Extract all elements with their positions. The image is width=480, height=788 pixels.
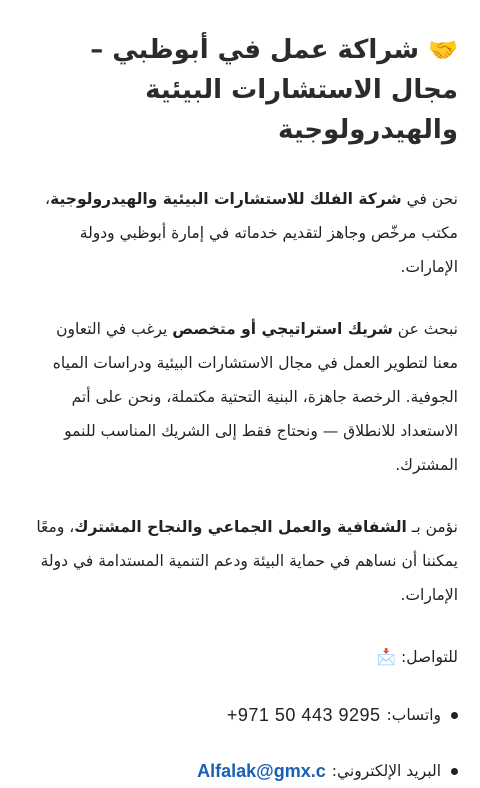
contact-item-whatsapp (30, 698, 458, 732)
company-name: شركة الفلك للاستشارات البيئية والهيدرولوجية (50, 190, 402, 208)
contact-list (30, 698, 458, 788)
values-text-start: نؤمن بـ (406, 518, 458, 536)
email-label: البريد الإلكتروني: (331, 762, 441, 780)
post-title (30, 30, 458, 150)
intro-text-end: ، مكتب مرخّص وجاهز لتقديم خدماته في إمارة أبوظبي ودولة الإمارات. (45, 190, 458, 276)
envelope-icon: 📩 (376, 648, 397, 666)
bullet-icon (451, 712, 458, 719)
post-title-text: شراكة عمل في أبوظبي – مجال الاستشارات البيئية والهيدرولوجية (90, 35, 458, 145)
whatsapp-number[interactable]: +971 50 443 9295 (226, 705, 381, 725)
values-text-end: ، ومعًا يمكننا أن نساهم في حماية البيئة ودعم التنمية المستدامة في دولة الإمارات. (36, 518, 458, 604)
partner-paragraph (30, 312, 458, 482)
partner-type: شريك استراتيجي أو متخصص (172, 320, 393, 338)
intro-text-start: نحن في (401, 190, 458, 208)
partner-text-end: يرغب في التعاون معنا لتطوير العمل في مجال الاستشارات البيئية ودراسات المياه الجوفية. الرخصة جاهزة، البنية التحتية مكتملة، ونحن على أتم الاستعداد للانطلاق — ونحتاج فقط إلى الشريك المناسب للنمو المشترك. (52, 320, 458, 474)
values-paragraph (30, 510, 458, 612)
handshake-icon: 🤝 (428, 36, 458, 64)
values-highlight: الشفافية والعمل الجماعي والنجاح المشترك (74, 518, 407, 536)
contact-item-email (30, 754, 458, 788)
contact-label: للتواصل: (401, 648, 458, 666)
contact-heading (30, 640, 458, 674)
bullet-icon (451, 768, 458, 775)
intro-paragraph (30, 182, 458, 284)
email-link[interactable]: Alfalak@gmx.c (197, 761, 326, 781)
partner-text-start: نبحث عن (392, 320, 458, 338)
whatsapp-label: واتساب: (386, 706, 441, 724)
